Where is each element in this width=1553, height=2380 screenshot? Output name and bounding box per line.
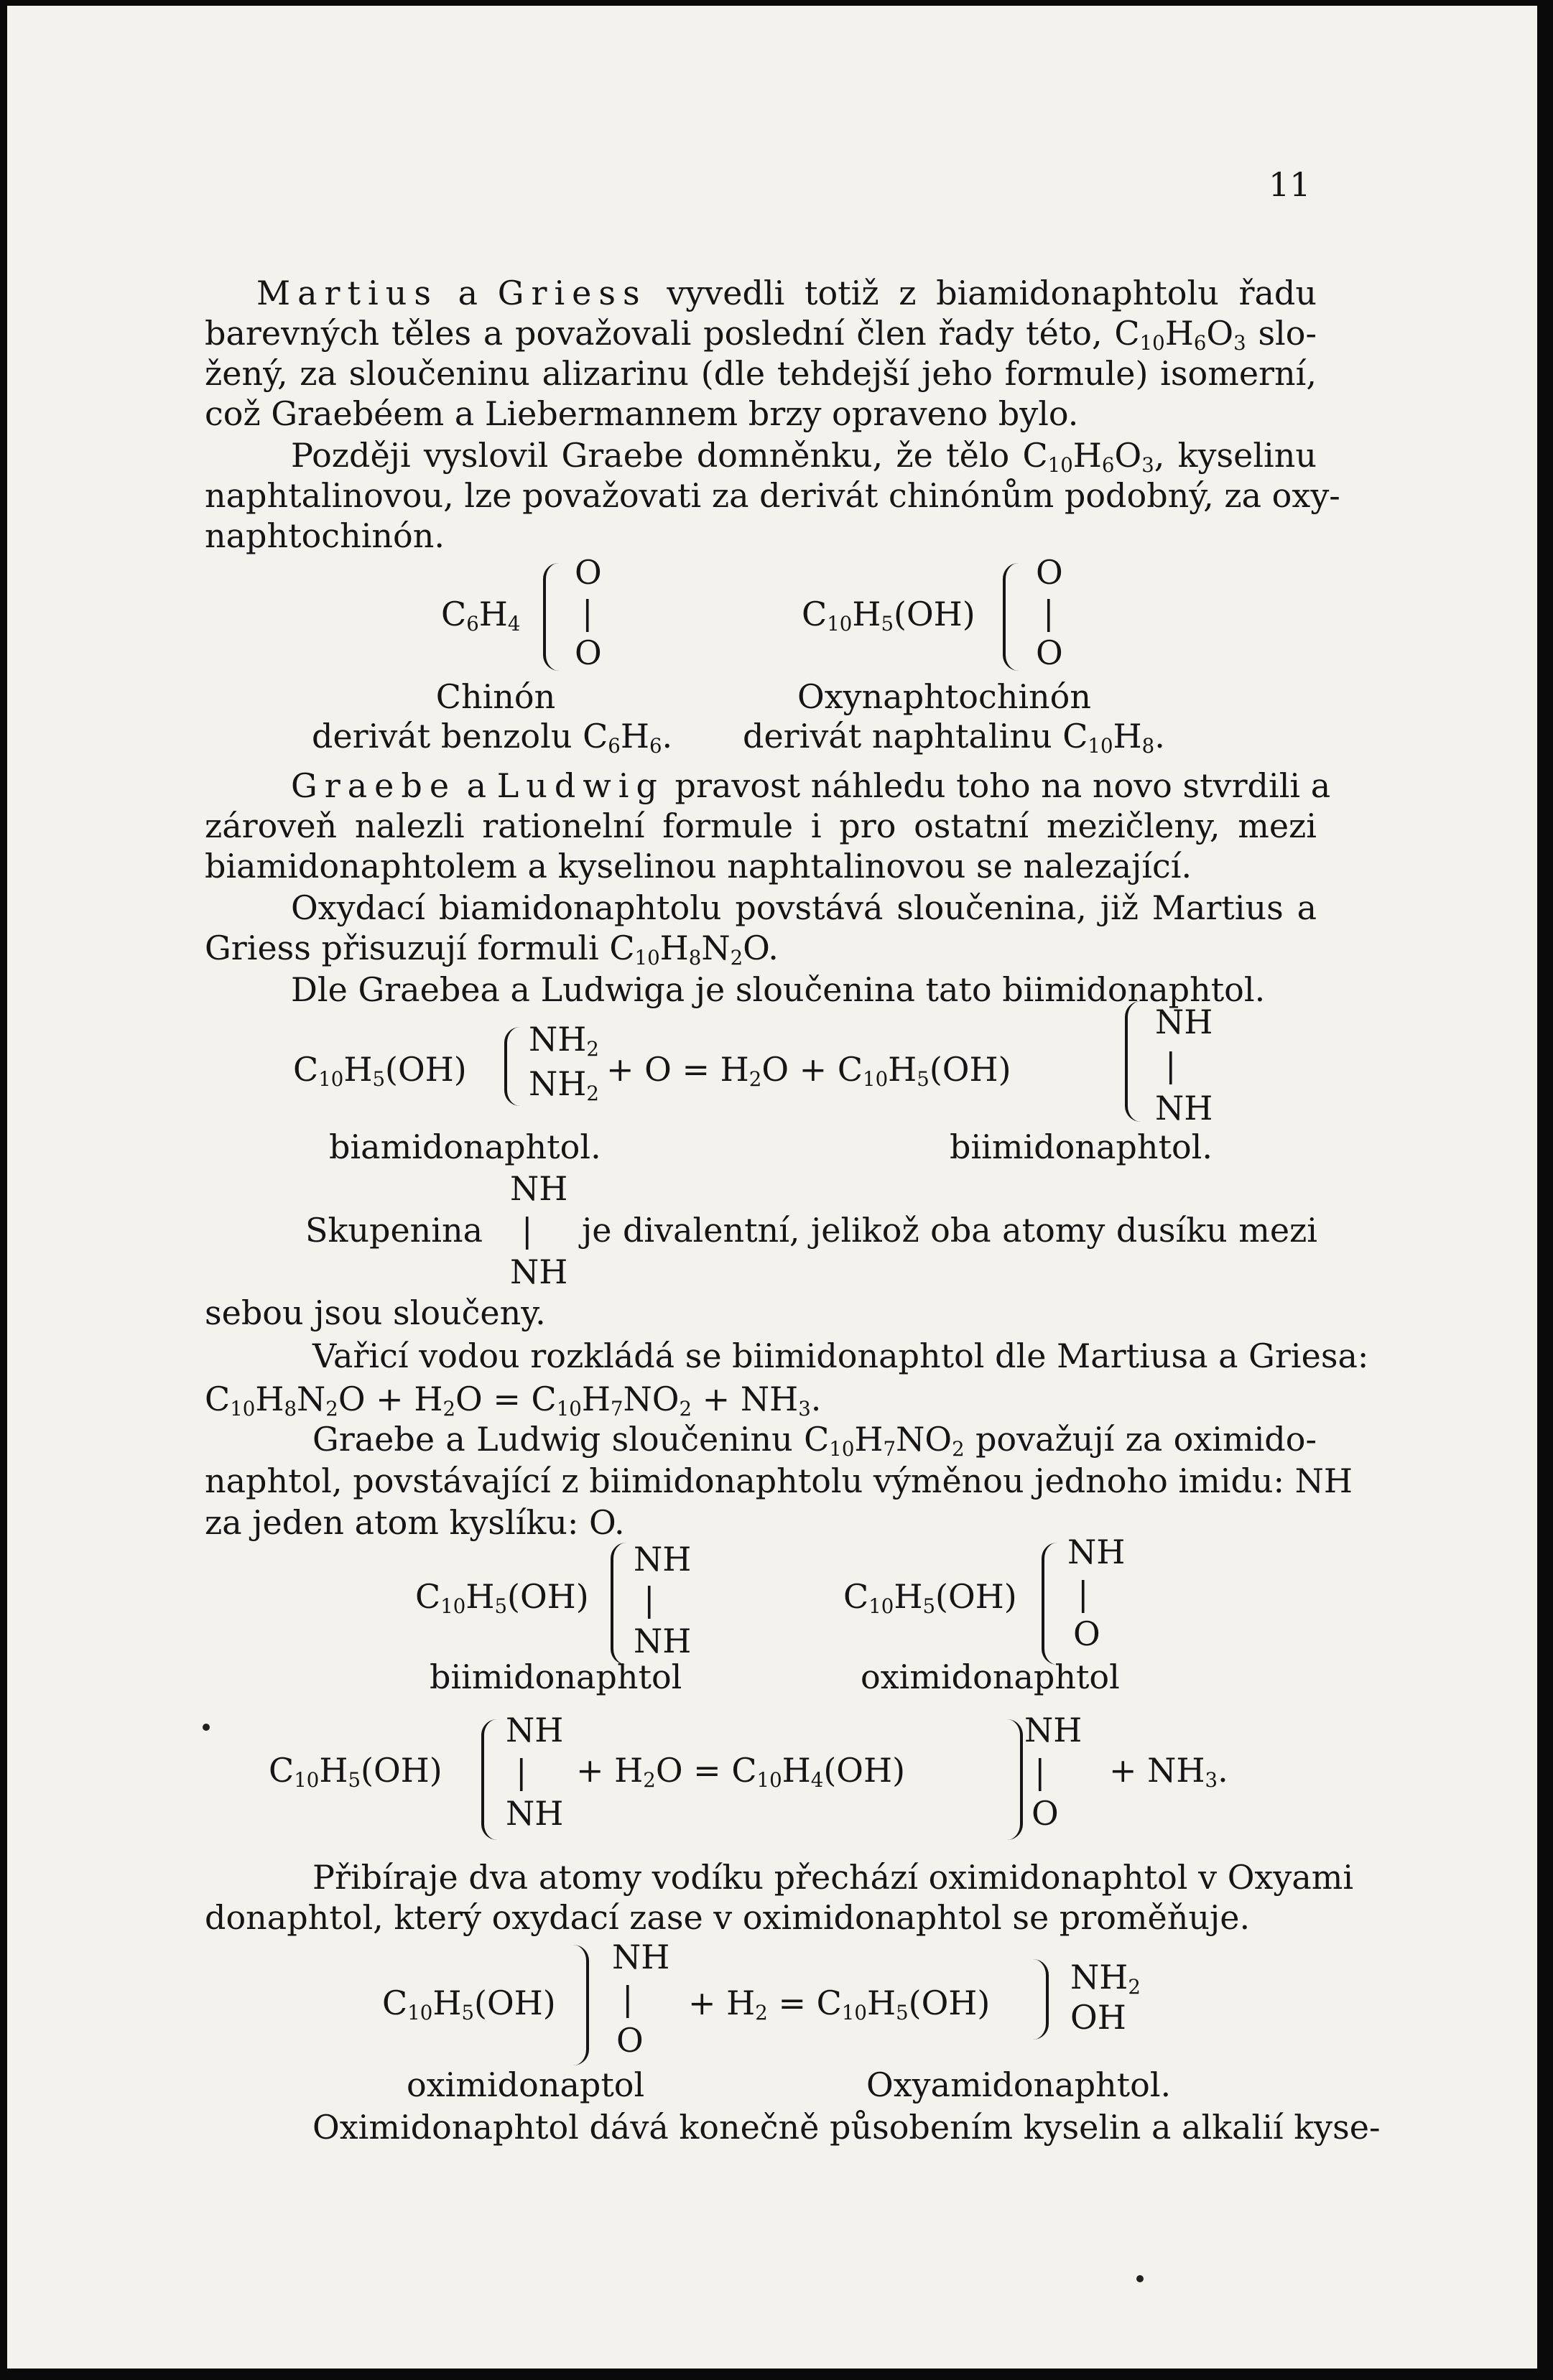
text-run: pravost náhledu toho na novo stvrdili a (664, 766, 1331, 805)
group-top: NH (634, 1540, 692, 1579)
group-bottom: O (616, 2021, 644, 2060)
text-run: Přibíraje dva atomy vodíku přechází oximidonaphtol v Oxyami (312, 1858, 1354, 1897)
group-bottom: NH (506, 1794, 564, 1833)
equation-middle: + $O = H_2O + C_{10}H_5(OH)$ (606, 1050, 1011, 1091)
paragraph-7-line-1 (205, 1336, 1369, 1376)
text-run: , kyselinu (1154, 436, 1317, 475)
brace (567, 1945, 589, 2065)
brace (1003, 563, 1024, 671)
group-top: NH (1067, 1533, 1126, 1571)
brace (481, 1719, 503, 1840)
formula-text: $C_6H_4$ (441, 595, 521, 636)
hydroxyl-group: OH (1070, 1998, 1126, 2037)
amino-group: $NH_2$ (1070, 1958, 1141, 1999)
paragraph-6-line-2: sebou jsou sloučeny. (205, 1293, 546, 1332)
derivative-label-benzol: derivát benzolu $C_6H_6$. (312, 717, 673, 758)
subscript: 3 (1141, 452, 1154, 477)
derivative-label-naphtalin: derivát naphtalinu $C_{10}H_8$. (743, 717, 1165, 758)
bond-bar: | (644, 1580, 655, 1619)
group-top: NH (612, 1938, 670, 1976)
text-run: je divalentní, jelikož oba atomy dusíku mezi (582, 1211, 1317, 1250)
subscript: 10 (1047, 452, 1073, 477)
text-run: barevných těles a považovali poslední člen řady této, C (205, 314, 1140, 353)
paragraph-10-line-1 (205, 2107, 1381, 2147)
imino-group-bottom: NH (510, 1252, 568, 1291)
paragraph-8-line-1: Graebe a Ludwig sloučeninu $C_{10}H_7NO_2$ považují za oximido- (312, 1420, 1317, 1461)
group-top: NH (506, 1711, 564, 1749)
text-run: Vařicí vodou rozkládá se biimidonaphtol dle Martiusa a Griesa: (312, 1337, 1369, 1375)
ink-speck (203, 1724, 210, 1731)
text-run: Oximidonaphtol dává konečně působením kyselin a alkalií kyse- (312, 2108, 1381, 2147)
bond-bar: | (622, 1979, 634, 2018)
equation-middle: + $H_2O = C_{10}H_4(OH)$ (576, 1751, 906, 1792)
text-run: H (1072, 436, 1102, 475)
equation-hydrolysis: $C_{10}H_8N_2O + H_2O = C_{10}H_7NO_2 + NH_3$. (205, 1380, 822, 1421)
oxygen-bottom: O (575, 633, 602, 672)
paragraph-3-line-2: zároveň nalezli rationelní formule i pro ostatní mezičleny, mezi (205, 806, 1317, 845)
brace (1042, 1543, 1063, 1665)
paragraph-5-line-1 (205, 970, 1317, 1010)
page-number: 11 (1269, 165, 1311, 204)
label-oximidonaptol: oximidonaptol (407, 2065, 645, 2104)
bond-bar: | (1165, 1046, 1177, 1084)
subscript: 6 (1101, 452, 1115, 477)
paragraph-9-line-1 (205, 1857, 1354, 1897)
formula-text: $C_{10}H_5(OH)$ (293, 1050, 467, 1091)
oxygen-top: O (575, 553, 602, 592)
bond-bar: | (582, 593, 593, 632)
paragraph-1-line-3: žený, za sloučeninu alizarinu (dle tehdejší jeho formule) isomerní, (205, 354, 1317, 393)
paragraph-8-line-3: za jeden atom kyslíku: O. (205, 1503, 625, 1542)
paragraph-9-line-2: donaphtol, který oxydací zase v oximidonaphtol se proměňuje. (205, 1898, 1251, 1937)
equation-middle: + $H_2 = C_{10}H_5(OH)$ (688, 1984, 991, 2025)
label-biimidonaphtol: biimidonaphtol (430, 1658, 682, 1696)
amino-group-top: $NH_2$ (529, 1020, 599, 1061)
paragraph-1-line-4: což Graebéem a Liebermannem brzy opraveno bylo. (205, 394, 1079, 433)
text-run: vyvedli totiž z biamidonaphtolu řadu (646, 274, 1317, 312)
text-run: Oxydací biamidonaphtolu povstává sloučenina, již Martius a (291, 888, 1317, 927)
label-biimidonaphtol: biimidonaphtol. (950, 1128, 1213, 1166)
oxygen-top: O (1036, 553, 1063, 592)
bond-bar: | (1077, 1574, 1089, 1613)
formula-text: $C_{10}H_5(OH)$ (382, 1984, 556, 2025)
formula-name-oxynaphtochinon: Oxynaphtochinón (797, 677, 1091, 716)
conjunction: a (456, 766, 497, 805)
paragraph-1-line-2 (205, 313, 1317, 353)
brace (1027, 1959, 1049, 2040)
amino-group-bottom: $NH_2$ (529, 1064, 599, 1105)
text-run: O (1206, 314, 1234, 353)
subscript: 3 (1233, 330, 1246, 355)
group-bottom: NH (634, 1622, 692, 1660)
imino-group-top: NH (510, 1169, 568, 1208)
paragraph-2-line-1 (205, 435, 1317, 475)
equation-tail: + $NH_3$. (1109, 1751, 1228, 1792)
formula-text: $C_{10}H_5(OH)$ (415, 1577, 589, 1618)
bond-bar: | (1043, 593, 1054, 632)
brace (611, 1543, 632, 1665)
subscript: 6 (1193, 330, 1207, 355)
text-run: H (1164, 314, 1194, 353)
bond-bar: | (1034, 1752, 1046, 1791)
paragraph-2-line-3: naphtochinón. (205, 516, 445, 555)
imino-group-top: NH (1155, 1003, 1213, 1041)
group-bottom: O (1032, 1794, 1059, 1833)
brace (1001, 1719, 1023, 1840)
author-name-griess: Griess (497, 274, 647, 312)
author-name-martius: Martius (256, 274, 438, 312)
label-oximidonaphtol: oximidonaphtol (861, 1658, 1120, 1696)
paragraph-8-line-2: naphtol, povstávající z biimidonaphtolu výměnou jednoho imidu: NH (205, 1461, 1353, 1500)
formula-text: $C_{10}H_5(OH)$ (843, 1577, 1017, 1618)
label-oxyamidonaphtol: Oxyamidonaphtol. (866, 2065, 1172, 2104)
ink-speck (1136, 2275, 1144, 2282)
paragraph-1-line-1 (205, 273, 1317, 313)
formula-text: $C_{10}H_5(OH)$ (269, 1751, 442, 1792)
brace (504, 1027, 526, 1106)
text-run: Dle Graebea a Ludwiga je sloučenina tato biimidonaphtol. (291, 970, 1266, 1009)
paragraph-4-line-2: Griess přisuzují formuli $C_{10}H_8N_2O$. (205, 929, 779, 970)
oxygen-bottom: O (1036, 633, 1063, 672)
author-name-ludwig: Ludwig (496, 766, 664, 805)
subscript: 10 (1139, 330, 1165, 355)
imino-group-bottom: NH (1155, 1089, 1213, 1128)
paragraph-3-line-1 (205, 766, 1331, 806)
conjunction: a (437, 274, 498, 312)
formula-name-chinon: Chinón (435, 677, 556, 716)
bond-bar: | (521, 1211, 533, 1250)
text-run: O (1114, 436, 1142, 475)
group-top: NH (1024, 1711, 1083, 1749)
text-run: Později vyslovil Graebe domněnku, že tělo C (291, 436, 1048, 475)
book-page (7, 6, 1537, 2369)
paragraph-2-line-2: naphtalinovou, lze považovati za derivát chinónům podobný, za oxy- (205, 476, 1340, 515)
author-name-graebe: Graebe (291, 766, 457, 805)
paragraph-4-line-1 (205, 888, 1317, 928)
bond-bar: | (516, 1752, 527, 1791)
text-run: slo- (1246, 314, 1317, 353)
group-bottom: O (1073, 1614, 1100, 1653)
formula-text: $C_{10}H_5(OH)$ (802, 595, 975, 636)
word-skupenina: Skupenina (305, 1211, 483, 1250)
paragraph-3-line-3: biamidonaphtolem a kyselinou naphtalinovou se nalezající. (205, 847, 1192, 885)
label-biamidonaphtol: biamidonaphtol. (329, 1128, 601, 1166)
brace (1125, 1001, 1146, 1122)
brace (543, 563, 565, 671)
